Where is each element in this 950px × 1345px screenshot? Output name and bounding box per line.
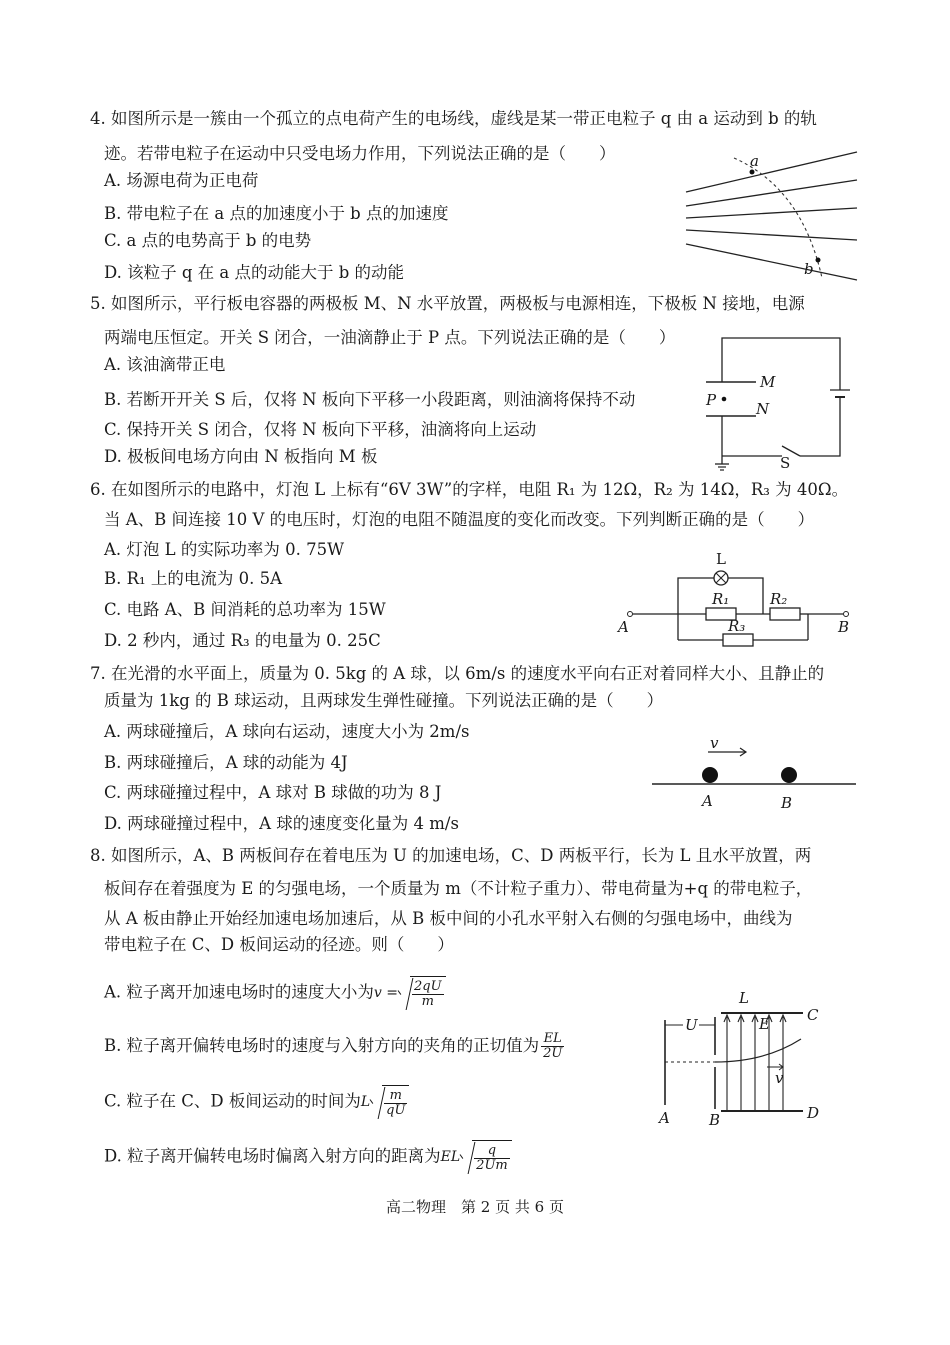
label-r2: R₂ [770,590,788,608]
q8-option-c-text: C. 粒子在 C、D 板间运动的时间为 [104,1091,361,1111]
q7-option-b: B. 两球碰撞后，A 球的动能为 4J [104,753,348,772]
resistor-r2 [770,608,800,620]
q4-stem-line1: 4. 如图所示是一簇由一个孤立的点电荷产生的电场线，虚线是某一带正电粒子 q 由 a 运动到 b 的轨 [90,109,817,128]
q5-figure-capacitor-circuit [700,330,860,475]
field-line [686,152,857,192]
label-e: E [759,1015,770,1033]
q6-stem-line1: 6. 在如图所示的电路中，灯泡 L 上标有“6V 3W”的字样，电阻 R₁ 为 12Ω，R₂ 为 14Ω，R₃ 为 40Ω。 [90,480,849,499]
label-m: M [760,373,776,391]
q4-option-d: D. 该粒子 q 在 a 点的动能大于 b 的动能 [104,263,405,282]
label-b: B [709,1111,721,1129]
q6-figure-resistor-circuit [618,540,858,650]
label-a: a [750,152,759,170]
label-b: B [781,794,793,812]
q8-option-a-prefix: v = [373,985,398,1001]
q8-option-d-denominator: 2Um [476,1158,508,1173]
q6-option-c: C. 电路 A、B 间消耗的总功率为 15W [104,600,386,619]
field-line [686,230,857,240]
field-line [686,244,857,280]
label-b: B [838,618,850,636]
ball-b [781,767,797,783]
q8-option-b-text: B. 粒子离开偏转电场时的速度与入射方向的夹角的正切值为 [104,1036,540,1055]
q8-figure-deflection [655,985,835,1130]
label-n: N [756,400,770,418]
q8-option-a-numerator: 2qU [414,979,442,994]
q7-option-a: A. 两球碰撞后，A 球向右运动，速度大小为 2m/s [104,722,470,741]
label-v: v [710,734,719,752]
q8-option-d-prefix: EL [440,1149,461,1165]
label-d: D [807,1104,820,1122]
q8-option-a-denominator: m [421,994,434,1009]
q4-stem-line2: 迹。若带电粒子在运动中只受电场力作用，下列说法正确的是（ ） [104,144,616,163]
label-a: A [618,618,629,636]
label-u: U [685,1016,698,1034]
resistor-r3 [723,634,753,646]
q8-option-b-numerator: EL [541,1032,564,1047]
q7-stem-line2: 质量为 1kg 的 B 球运动，且两球发生弹性碰撞。下列说法正确的是（ ） [104,691,664,710]
q6-stem-line2: 当 A、B 间连接 10 V 的电压时，灯泡的电阻不随温度的变化而改变。下列判断正确的是（ ） [104,510,815,529]
trajectory-curve [715,1039,801,1062]
q5-stem-line1: 5. 如图所示，平行板电容器的两极板 M、N 水平放置，两极板与电源相连，下极板 N 接地，电源 [90,294,805,313]
label-s: S [780,454,791,472]
q8-stem-line1: 8. 如图所示，A、B 两板间存在着电压为 U 的加速电场，C、D 两板平行，长为 L 且水平放置，两 [90,846,812,865]
q6-option-a: A. 灯泡 L 的实际功率为 0. 75W [104,540,345,559]
q5-option-b: B. 若断开开关 S 后，仅将 N 板向下平移一小段距离，则油滴将保持不动 [104,390,636,409]
q8-option-d-numerator: q [474,1144,510,1159]
q8-option-a [104,976,446,1010]
label-l: L [739,989,749,1007]
q5-option-c: C. 保持开关 S 闭合，仅将 N 板向下平移，油滴将向上运动 [104,420,537,439]
q8-option-c [104,1085,409,1119]
label-v: v [775,1069,784,1087]
q5-option-d: D. 极板间电场方向由 N 板指向 M 板 [104,447,378,466]
label-a: A [702,792,713,810]
label-b: b [804,260,814,278]
label-a: A [659,1109,670,1127]
q8-option-b [104,1030,566,1062]
q8-stem-line2: 板间存在着强度为 E 的匀强电场，一个质量为 m（不计粒子重力）、带电荷量为+q 的带电粒子， [104,879,813,898]
point-b [816,258,821,263]
label-r3: R₃ [728,617,746,635]
q7-option-c: C. 两球碰撞过程中，A 球对 B 球做的功为 8 J [104,783,442,802]
label-p: P [706,391,717,409]
q5-stem-line2: 两端电压恒定。开关 S 闭合，一油滴静止于 P 点。下列说法正确的是（ ） [104,328,676,347]
q8-option-c-numerator: m [384,1089,407,1104]
q5-option-a: A. 该油滴带正电 [104,355,226,374]
q4-option-c: C. a 点的电势高于 b 的电势 [104,231,312,250]
q7-option-d: D. 两球碰撞过程中，A 球的速度变化量为 4 m/s [104,814,459,833]
q4-figure-field-lines [682,148,862,288]
q8-option-b-denominator: 2U [543,1046,563,1061]
page-footer: 高二物理 第 2 页 共 6 页 [386,1198,564,1216]
oil-drop-p [722,397,727,402]
q6-option-d: D. 2 秒内，通过 R₃ 的电量为 0. 25C [104,631,381,650]
field-line [686,208,857,218]
label-r1: R₁ [712,590,730,608]
q7-stem-line1: 7. 在光滑的水平面上，质量为 0. 5kg 的 A 球，以 6m/s 的速度水平向右正对着同样大小、且静止的 [90,664,825,683]
q8-stem-line4: 带电粒子在 C、D 板间运动的径迹。则（ ） [104,935,454,954]
ball-a [702,767,718,783]
label-l: L [716,550,726,568]
q8-option-c-denominator: qU [386,1103,406,1118]
label-c: C [807,1006,819,1024]
q8-option-a-text: A. 粒子离开加速电场时的速度大小为 [104,982,374,1002]
q8-stem-line3: 从 A 板由静止开始经加速电场加速后，从 B 板中间的小孔水平射入右侧的匀强电场中，曲线为 [104,909,793,928]
point-a [750,170,755,175]
q8-option-c-prefix: L [360,1094,371,1110]
q4-option-a: A. 场源电荷为正电荷 [104,171,259,190]
q4-option-b: B. 带电粒子在 a 点的加速度小于 b 点的加速度 [104,204,449,223]
field-line [686,180,857,206]
q8-option-d [104,1140,512,1174]
q6-option-b: B. R₁ 上的电流为 0. 5A [104,569,283,588]
q7-figure-balls [652,732,862,812]
q8-option-d-text: D. 粒子离开偏转电场时偏离入射方向的距离为 [104,1146,441,1166]
